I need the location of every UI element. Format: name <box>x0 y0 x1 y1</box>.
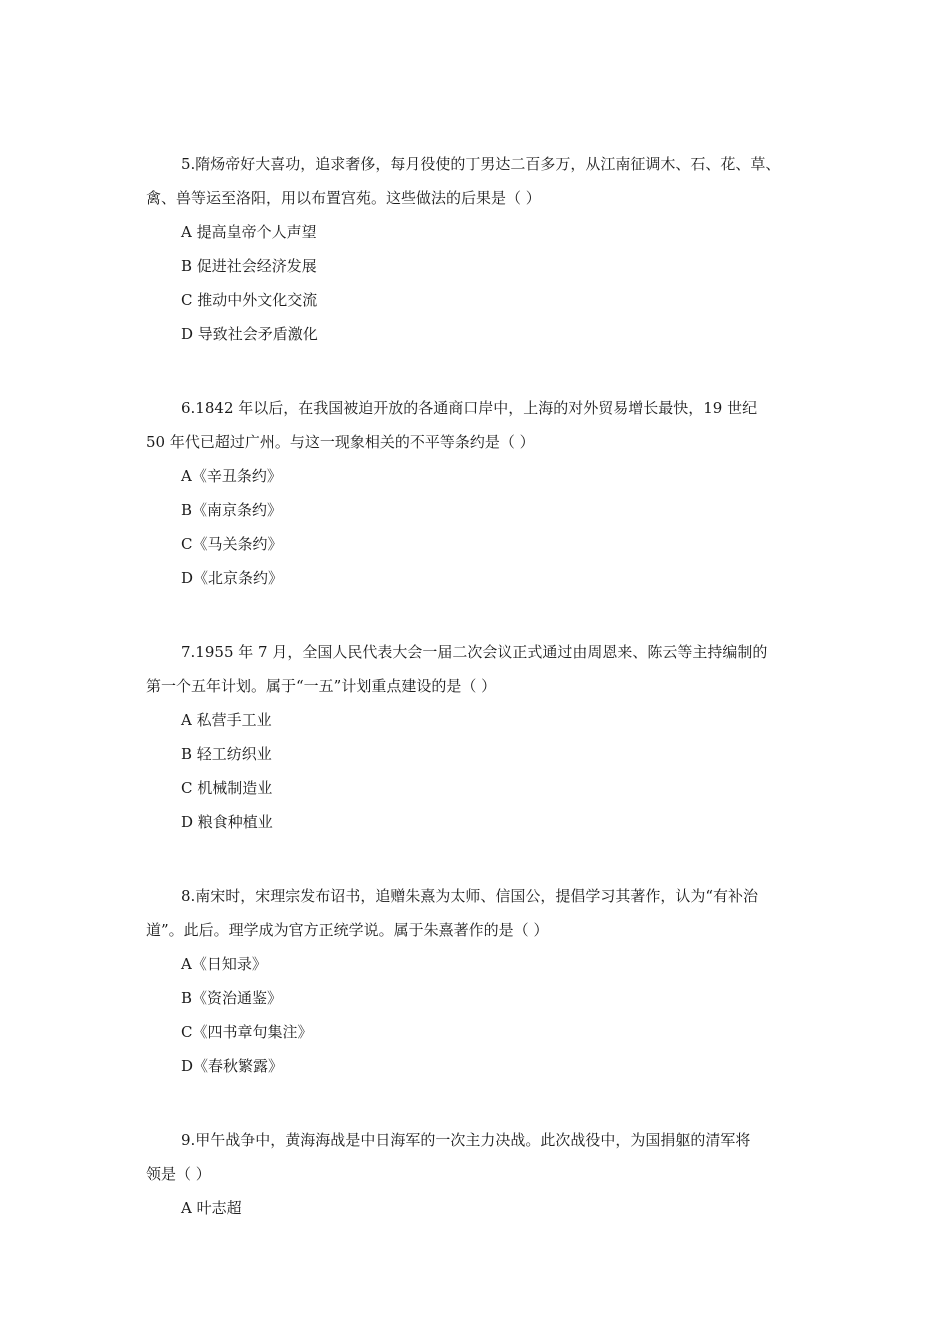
question-5 <box>146 147 816 351</box>
option-a: A《日知录》 <box>181 955 267 973</box>
option-d: D 粮食种植业 <box>181 813 273 831</box>
question-7 <box>146 635 816 839</box>
question-text: 6.1842 年以后，在我国被迫开放的各通商口岸中，上海的对外贸易增长最快，19 世纪 <box>181 399 758 417</box>
option-a: A 叶志超 <box>181 1199 242 1217</box>
question-text: 第一个五年计划。属于“一五”计划重点建设的是（ ） <box>146 677 497 695</box>
option-c: C《马关条约》 <box>181 535 283 553</box>
option-a: A 私营手工业 <box>181 711 272 729</box>
question-8 <box>146 879 816 1083</box>
option-b: B《南京条约》 <box>181 501 283 519</box>
option-a: A《辛丑条约》 <box>181 467 282 485</box>
option-b: B 轻工纺织业 <box>181 745 272 763</box>
option-c: C 机械制造业 <box>181 779 273 797</box>
question-9 <box>146 1123 816 1225</box>
question-text: 领是（ ） <box>146 1165 211 1183</box>
option-c: C《四书章句集注》 <box>181 1023 313 1041</box>
question-text: 50 年代已超过广州。与这一现象相关的不平等条约是（ ） <box>146 433 535 451</box>
question-text: 禽、兽等运至洛阳，用以布置宫苑。这些做法的后果是（ ） <box>146 189 541 207</box>
question-text: 9.甲午战争中，黄海海战是中日海军的一次主力决战。此次战役中，为国捐躯的清军将 <box>181 1131 751 1149</box>
option-d: D《北京条约》 <box>181 569 284 587</box>
question-text: 5.隋炀帝好大喜功，追求奢侈，每月役使的丁男达二百多万，从江南征调木、石、花、草、 <box>181 155 781 173</box>
option-b: B 促进社会经济发展 <box>181 257 317 275</box>
option-b: B《资治通鉴》 <box>181 989 283 1007</box>
question-6 <box>146 391 816 595</box>
option-c: C 推动中外文化交流 <box>181 291 318 309</box>
question-text: 7.1955 年 7 月，全国人民代表大会一届二次会议正式通过由周恩来、陈云等主持编制的 <box>181 643 768 661</box>
question-text: 道”。此后。理学成为官方正统学说。属于朱熹著作的是（ ） <box>146 921 549 939</box>
option-d: D《春秋繁露》 <box>181 1057 284 1075</box>
option-a: A 提高皇帝个人声望 <box>181 223 317 241</box>
question-text: 8.南宋时，宋理宗发布诏书，追赠朱熹为太师、信国公，提倡学习其著作，认为“有补治 <box>181 887 758 905</box>
option-d: D 导致社会矛盾激化 <box>181 325 318 343</box>
